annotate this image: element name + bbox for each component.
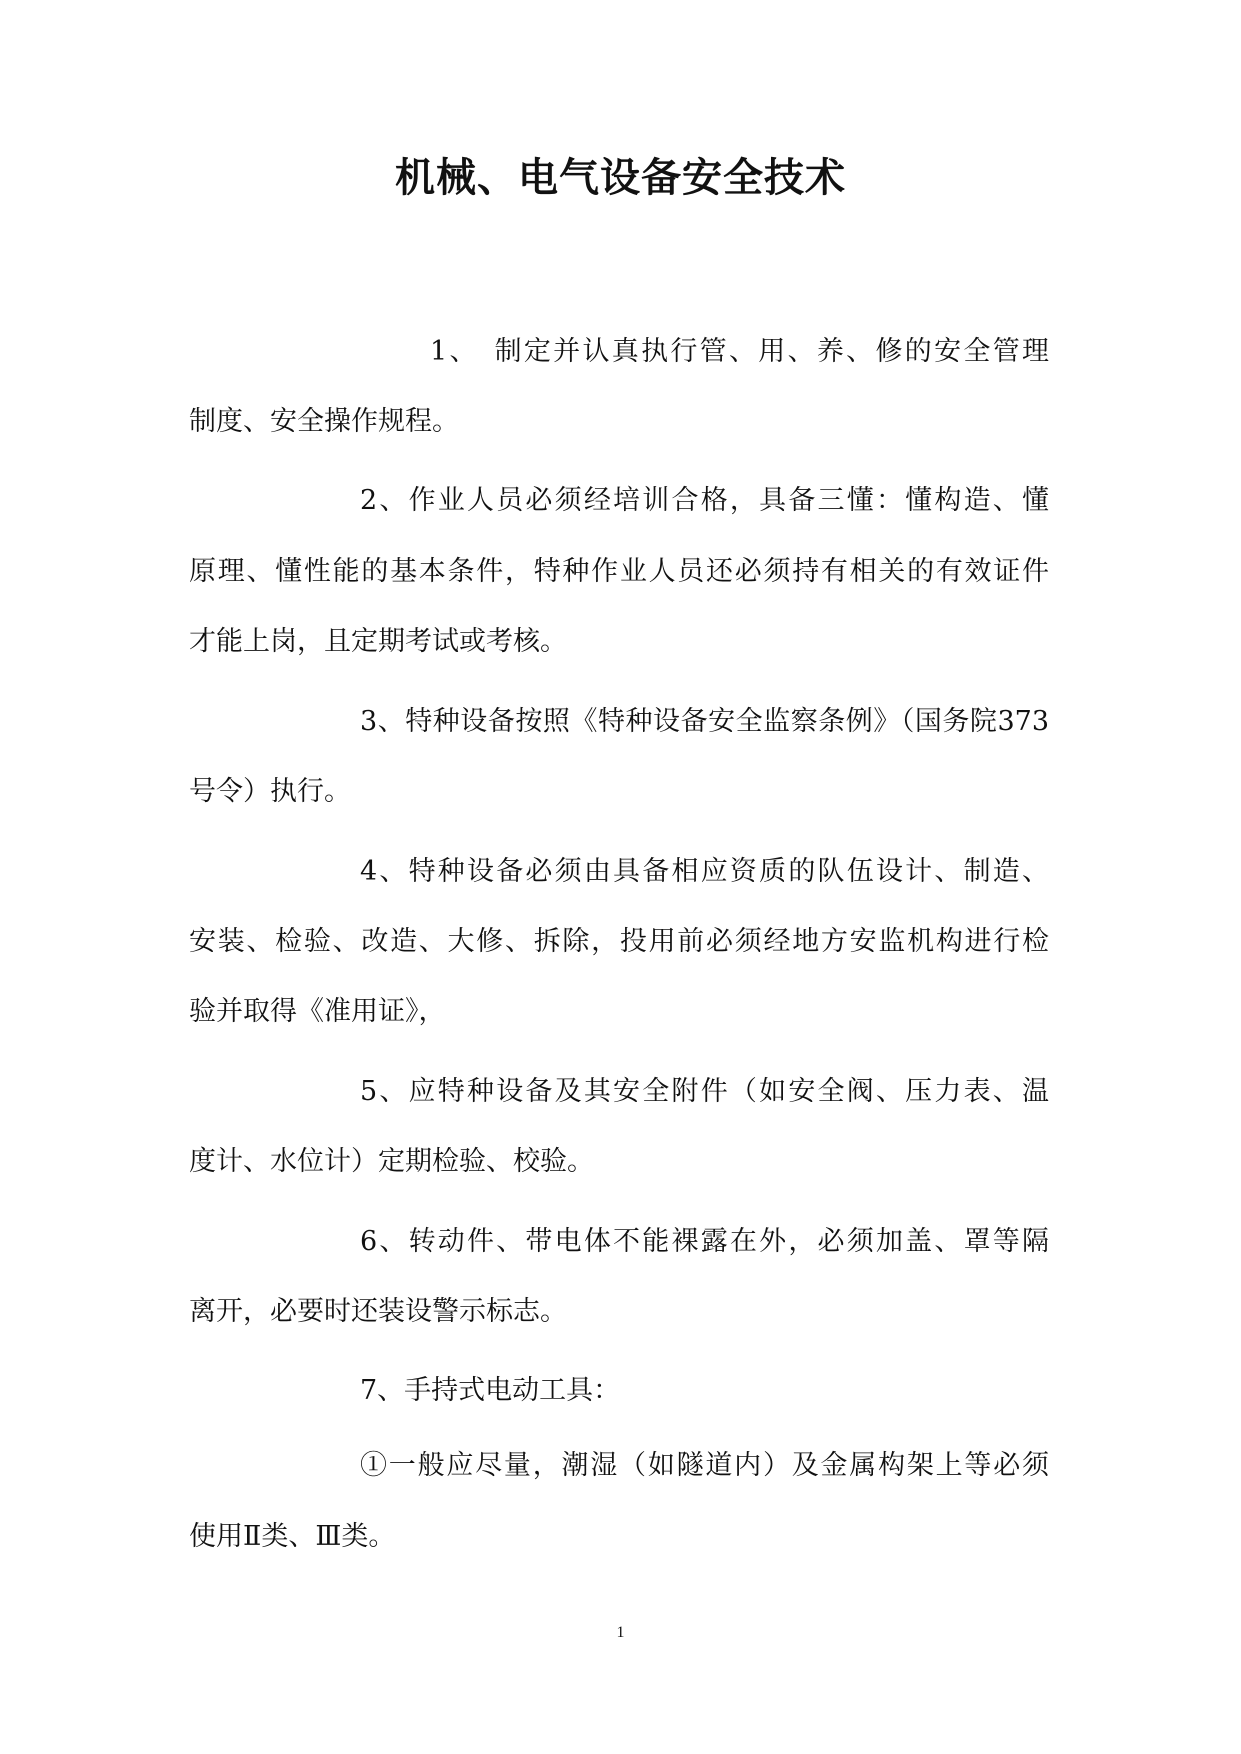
paragraph-5-line-2: 度计、水位计）定期检验、校验。 xyxy=(189,1146,594,1177)
paragraph-8-line-1: ①一般应尽量，潮湿（如隧道内）及金属构架上等必须 xyxy=(360,1450,1049,1481)
paragraph-4-line-1: 4、特种设备必须由具备相应资质的队伍设计、制造、 xyxy=(360,856,1049,887)
paragraph-8-line-2: 使用Ⅱ类、Ⅲ类。 xyxy=(189,1521,396,1552)
paragraph-3-line-1: 3、特种设备按照《特种设备安全监察条例》（国务院373 xyxy=(360,706,1049,737)
paragraph-2-line-3: 才能上岗，且定期考试或考核。 xyxy=(189,626,567,657)
document-title: 机械、电气设备安全技术 xyxy=(395,154,846,201)
paragraph-4-line-3: 验并取得《准用证》， xyxy=(189,996,446,1027)
page-number: 1 xyxy=(616,1624,625,1641)
paragraph-2-line-1: 2、作业人员必须经培训合格，具备三懂：懂构造、懂 xyxy=(360,485,1049,516)
paragraph-4-line-2: 安装、检验、改造、大修、拆除，投用前必须经地方安监机构进行检 xyxy=(189,926,1049,957)
paragraph-1-line-1: 1、 制定并认真执行管、用、养、修的安全管理 xyxy=(430,336,1049,367)
paragraph-6-line-2: 离开，必要时还装设警示标志。 xyxy=(189,1296,567,1327)
paragraph-5-line-1: 5、应特种设备及其安全附件（如安全阀、压力表、温 xyxy=(360,1076,1049,1107)
paragraph-2-line-2: 原理、懂性能的基本条件，特种作业人员还必须持有相关的有效证件 xyxy=(189,556,1049,587)
paragraph-6-line-1: 6、转动件、带电体不能裸露在外，必须加盖、罩等隔 xyxy=(360,1226,1049,1257)
paragraph-7-line-1: 7、手持式电动工具： xyxy=(360,1375,621,1406)
paragraph-1-line-2: 制度、安全操作规程。 xyxy=(189,406,459,437)
paragraph-3-line-2: 号令）执行。 xyxy=(189,776,351,807)
